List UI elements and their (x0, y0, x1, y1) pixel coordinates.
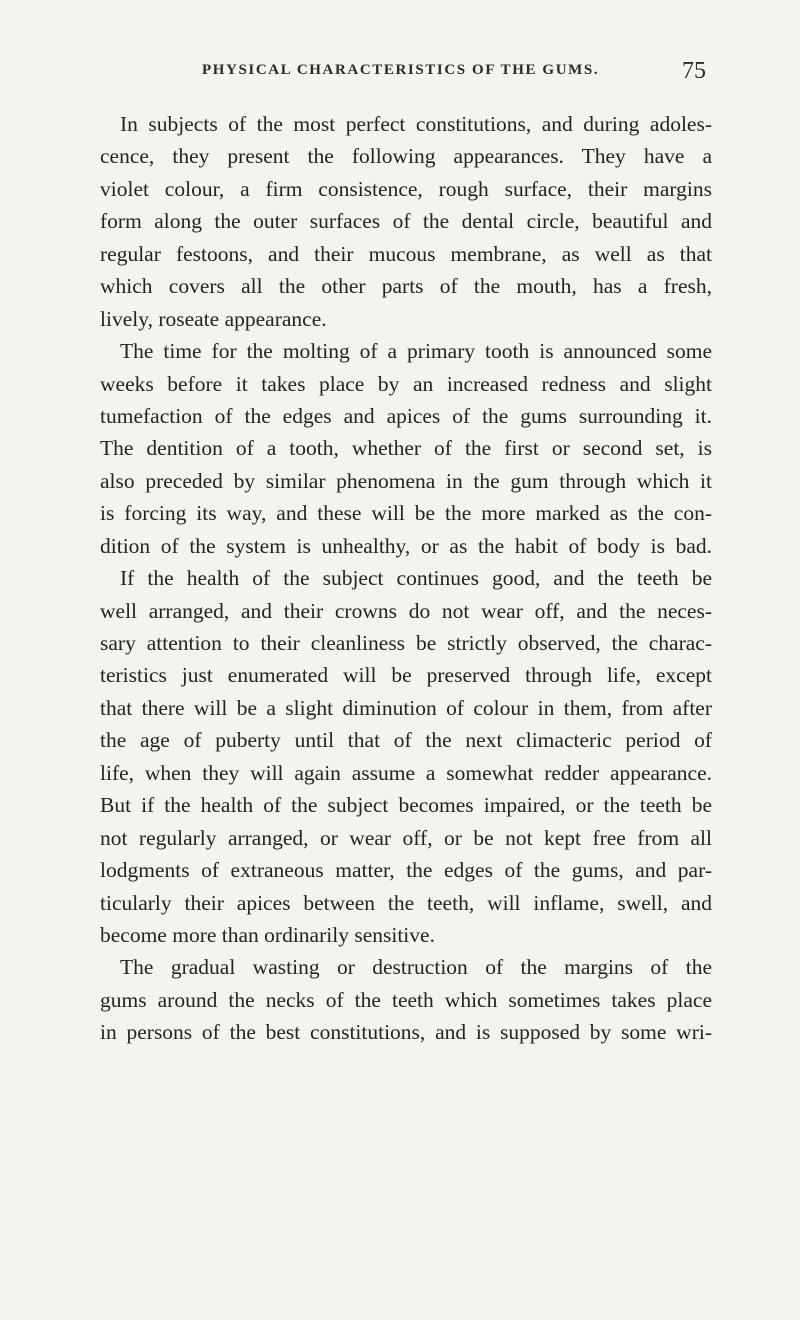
text-line: lively, roseate appearance. (100, 306, 327, 331)
text-line: dition of the system is unhealthy, or as the habit of body is bad. (100, 533, 712, 558)
text-line: cence, they present the following appearances. They have a (100, 144, 712, 169)
text-line: that there will be a slight diminution of colour in them, from after (100, 695, 712, 720)
text-line: regular festoons, and their mucous membrane, as well as that (100, 241, 712, 266)
running-title: PHYSICAL CHARACTERISTICS OF THE GUMS. (202, 62, 600, 78)
text-line: become more than ordinarily sensitive. (100, 922, 435, 947)
text-line: life, when they will again assume a somewhat redder appearance. (100, 760, 712, 785)
page-number: 75 (682, 58, 706, 84)
text-line: is forcing its way, and these will be the more marked as the con- (100, 501, 712, 526)
text-line: sary attention to their cleanliness be strictly observed, the charac- (100, 631, 712, 655)
text-line: ticularly their apices between the teeth, will inflame, swell, and (100, 890, 712, 915)
text-line: which covers all the other parts of the mouth, has a fresh, (100, 274, 712, 299)
text-line: The time for the molting of a primary tooth is announced some (120, 339, 712, 364)
text-line: well arranged, and their crowns do not wear off, and the neces- (100, 598, 712, 623)
text-line: The gradual wasting or destruction of the margins of the (120, 955, 712, 980)
text-line: not regularly arranged, or wear off, or be not kept free from all (100, 825, 712, 850)
text-line: teristics just enumerated will be preserved through life, except (100, 663, 712, 688)
running-head (0, 58, 800, 88)
text-line: in persons of the best constitutions, and is supposed by some wri- (100, 1020, 712, 1045)
text-line: weeks before it takes place by an increased redness and slight (100, 371, 712, 396)
text-line: gums around the necks of the teeth which sometimes takes place (100, 987, 712, 1012)
text-line: But if the health of the subject becomes impaired, or the teeth be (100, 793, 712, 818)
text-line: If the health of the subject continues good, and the teeth be (120, 566, 712, 591)
text-line: The dentition of a tooth, whether of the first or second set, is (100, 436, 712, 461)
text-line: In subjects of the most perfect constitutions, and during adoles- (120, 112, 712, 136)
text-line: tumefaction of the edges and apices of the gums surrounding it. (100, 403, 712, 428)
text-line: lodgments of extraneous matter, the edges of the gums, and par- (100, 858, 712, 883)
text-line: also preceded by similar phenomena in the gum through which it (100, 468, 712, 493)
body-text (100, 108, 712, 1049)
text-line: form along the outer surfaces of the dental circle, beautiful and (100, 209, 712, 234)
text-line: violet colour, a firm consistence, rough surface, their margins (100, 176, 712, 201)
text-line: the age of puberty until that of the next climacteric period of (100, 728, 712, 753)
